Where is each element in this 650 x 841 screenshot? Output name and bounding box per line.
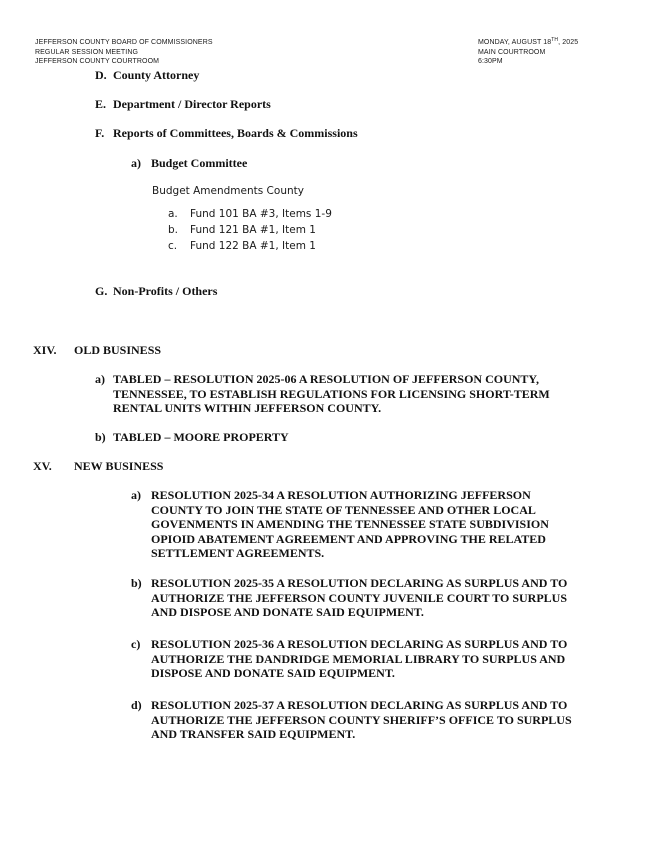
new-business-item-c-line: DISPOSE AND DONATE SAID EQUIPMENT. (151, 666, 395, 680)
item-g-text: Non-Profits / Others (113, 284, 218, 298)
section-xv-title: NEW BUSINESS (74, 459, 164, 473)
budget-item-b-mark: b. (168, 224, 179, 236)
new-business-item-a-line: RESOLUTION 2025-34 A RESOLUTION AUTHORIZING JEFFERSON (151, 488, 531, 502)
new-business-item-d-line: AUTHORIZE THE JEFFERSON COUNTY SHERIFF’S OFFICE TO SURPLUS (151, 712, 572, 727)
old-business-item-a-line: TABLED – RESOLUTION 2025-06 A RESOLUTION OF JEFFERSON COUNTY, (113, 372, 539, 386)
budget-item-a-mark: a. (168, 208, 178, 220)
budget-item-c-mark: c. (168, 240, 178, 252)
new-business-item-d-line: AND TRANSFER SAID EQUIPMENT. (151, 727, 356, 741)
item-d-text: County Attorney (113, 68, 200, 82)
new-business-item-b-line: AND DISPOSE AND DONATE SAID EQUIPMENT. (151, 605, 424, 619)
section-xiv-mark: XIV. (33, 343, 57, 357)
new-business-item-a-line: OPIOID ABATEMENT AGREEMENT AND APPROVING THE RELATED (151, 531, 546, 546)
old-business-item-a-line: TENNESSEE, TO ESTABLISH REGULATIONS FOR LICENSING SHORT-TERM (113, 386, 550, 401)
header-time: 6:30PM (478, 58, 503, 65)
new-business-item-b-line: RESOLUTION 2025-35 A RESOLUTION DECLARING AS SURPLUS AND TO (151, 576, 568, 590)
item-e-mark: E. (95, 97, 107, 111)
header-meeting-type: REGULAR SESSION MEETING (35, 48, 139, 56)
old-business-item-b-mark: b) (95, 430, 106, 444)
new-business-item-d-line: RESOLUTION 2025-37 A RESOLUTION DECLARING AS SURPLUS AND TO (151, 698, 568, 712)
header-date: MONDAY, AUGUST 18TH, 2025 (478, 37, 579, 46)
item-d-mark: D. (95, 68, 107, 82)
new-business-item-a-mark: a) (131, 488, 141, 502)
new-business-item-c-line: RESOLUTION 2025-36 A RESOLUTION DECLARING AS SURPLUS AND TO (151, 637, 568, 651)
header-right (478, 38, 578, 67)
new-business-item-c-line: AUTHORIZE THE DANDRIDGE MEMORIAL LIBRARY TO SURPLUS AND (151, 651, 566, 666)
header-location: JEFFERSON COUNTY COURTROOM (35, 58, 160, 65)
item-e-text: Department / Director Reports (113, 97, 271, 111)
item-f-mark: F. (95, 126, 105, 140)
budget-item-c: Fund 122 BA #1, Item 1 (190, 240, 316, 252)
new-business-item-c-mark: c) (131, 637, 141, 651)
item-f-text: Reports of Committees, Boards & Commissions (113, 126, 358, 140)
old-business-item-a-line: RENTAL UNITS WITHIN JEFFERSON COUNTY. (113, 401, 382, 415)
header-board-name: JEFFERSON COUNTY BOARD OF COMMISSIONERS (35, 39, 213, 46)
section-xv-mark: XV. (33, 459, 52, 473)
header-room: MAIN COURTROOM (478, 48, 546, 56)
budget-item-a: Fund 101 BA #3, Items 1-9 (190, 208, 332, 220)
old-business-item-a-mark: a) (95, 372, 105, 386)
new-business-item-b-mark: b) (131, 576, 142, 590)
item-d (95, 68, 107, 83)
budget-heading: Budget Amendments County (152, 185, 304, 197)
old-business-item-b-line: TABLED – MOORE PROPERTY (113, 430, 289, 444)
new-business-item-a-line: GOVENMENTS IN AMENDING THE TENNESSEE STATE SUBDIVISION (151, 517, 549, 531)
item-g-mark: G. (95, 284, 108, 298)
new-business-item-a-line: COUNTY TO JOIN THE STATE OF TENNESSEE AND OTHER LOCAL (151, 502, 536, 517)
header-left (35, 38, 213, 67)
item-fa-mark: a) (131, 156, 141, 170)
new-business-item-b-line: AUTHORIZE THE JEFFERSON COUNTY JUVENILE COURT TO SURPLUS (151, 590, 567, 605)
budget-item-b: Fund 121 BA #1, Item 1 (190, 224, 316, 236)
section-xiv-title: OLD BUSINESS (74, 343, 162, 357)
new-business-item-a-line: SETTLEMENT AGREEMENTS. (151, 546, 325, 560)
item-fa-text: Budget Committee (151, 156, 248, 170)
new-business-item-d-mark: d) (131, 698, 142, 712)
